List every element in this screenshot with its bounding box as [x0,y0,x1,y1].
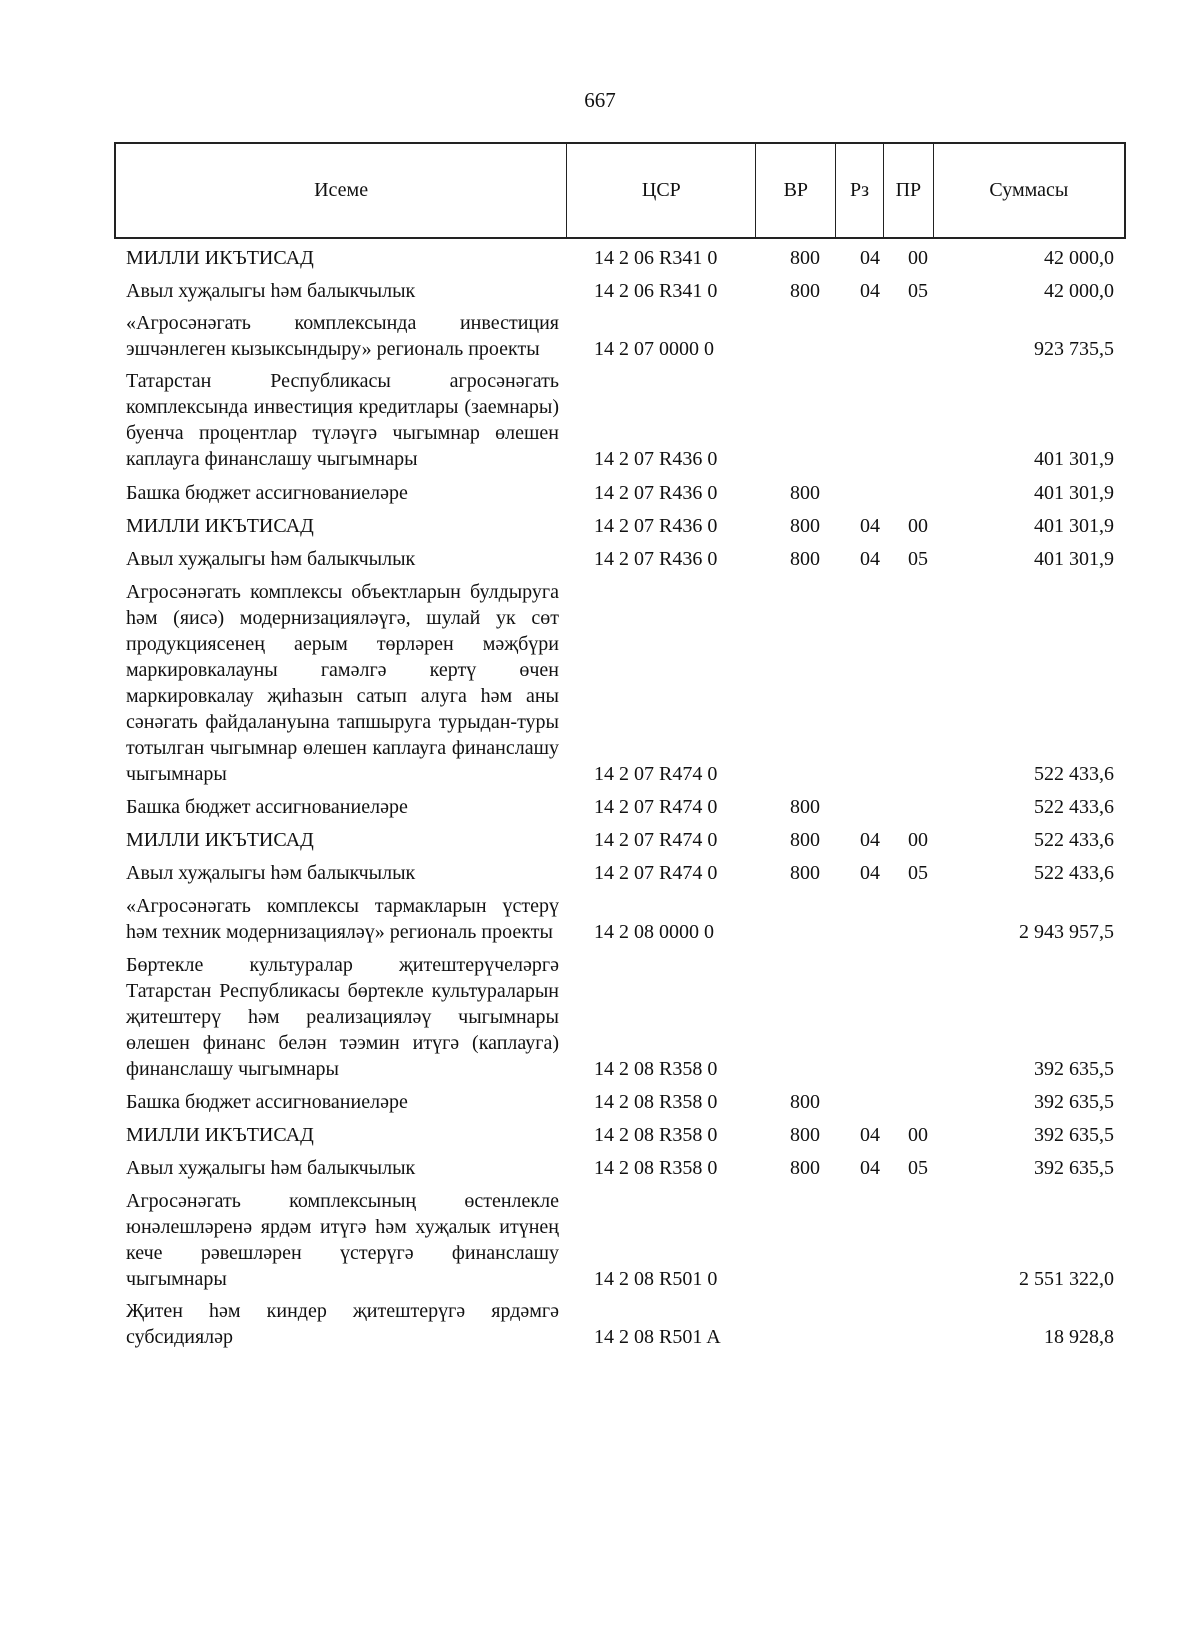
table-row [126,827,1126,855]
table-body [126,240,1126,1352]
row-rz: 04 [860,829,880,851]
header-name: Исеме [116,144,567,237]
row-pr: 00 [908,1124,928,1146]
row-csr: 14 2 08 R358 0 [594,1091,718,1113]
row-sum: 18 928,8 [1044,1326,1114,1348]
row-sum: 522 433,6 [1034,796,1114,818]
row-name: МИЛЛИ ИКЪТИСАД [126,829,314,851]
table-row [126,1089,1126,1117]
row-vr: 800 [790,862,820,884]
table-row [126,1188,1126,1294]
table-row [126,952,1126,1084]
header-sum: Суммасы [989,179,1069,201]
row-vr: 800 [790,548,820,570]
table-row [126,278,1126,306]
row-sum: 392 635,5 [1034,1124,1114,1146]
table-row [126,1155,1126,1183]
row-csr: 14 2 07 R436 0 [594,482,718,504]
row-csr: 14 2 06 R341 0 [594,247,718,269]
row-name: Татарстан Республикасы агросәнәгать комплексында инвестиция кредитлары (заемнары) буенча процентлар түләүгә чыгымнар өлешен каплауга финанслашу чыгымнары [126,370,559,470]
row-sum: 401 301,9 [1034,482,1114,504]
row-csr: 14 2 06 R341 0 [594,280,718,302]
row-sum: 2 943 957,5 [1019,921,1114,943]
row-vr: 800 [790,796,820,818]
row-pr: 05 [908,280,928,302]
row-pr: 05 [908,548,928,570]
row-csr: 14 2 08 R358 0 [594,1124,718,1146]
row-name: Бөртекле культуралар җитештерүчеләргә Татарстан Республикасы бөртекле культураларын җитештерү һәм реализацияләү чыгымнары өлешен финанс белән тәэмин итүгә (каплауга) финанслашу чыгымнары [126,954,559,1080]
row-sum: 42 000,0 [1044,280,1114,302]
row-sum: 522 433,6 [1034,763,1114,785]
page-number: 667 [584,88,616,112]
row-csr: 14 2 07 R474 0 [594,763,718,785]
row-vr: 800 [790,482,820,504]
table-row [126,579,1126,789]
row-rz: 04 [860,247,880,269]
row-csr: 14 2 08 R358 0 [594,1058,718,1080]
row-sum: 522 433,6 [1034,829,1114,851]
row-name: МИЛЛИ ИКЪТИСАД [126,247,314,269]
table-header [114,142,1126,239]
row-name: МИЛЛИ ИКЪТИСАД [126,1124,314,1146]
table-row [126,1122,1126,1150]
row-vr: 800 [790,1091,820,1113]
header-pr: ПР [884,144,934,237]
header-csr: ЦСР [567,144,756,237]
table-row [126,794,1126,822]
row-pr: 00 [908,247,928,269]
row-name: Җитен һәм киндер җитештерүгә ярдәмгә субсидияләр [126,1300,559,1348]
row-csr: 14 2 07 0000 0 [594,338,714,360]
row-pr: 00 [908,829,928,851]
table-row [126,310,1126,364]
row-name: Авыл хуҗалыгы һәм балыкчылык [126,1157,416,1179]
table-row [126,860,1126,888]
row-csr: 14 2 08 R358 0 [594,1157,718,1179]
row-name: Авыл хуҗалыгы һәм балыкчылык [126,862,416,884]
row-name: Авыл хуҗалыгы һәм балыкчылык [126,548,416,570]
row-sum: 392 635,5 [1034,1058,1114,1080]
row-csr: 14 2 08 R501 0 [594,1268,718,1290]
row-name: Башка бюджет ассигнованиеләре [126,796,408,818]
row-name: Агросәнәгать комплексы объектларын булдыруга һәм (яисә) модернизацияләүгә, шулай ук сөт продукциясенең аерым төрләрен мәҗбүри маркировкалауны гамәлгә кертү өчен маркировкалау җиһазын сатып алуга һәм аны сәнәгать файдалануына тапшыруга турыдан-туры тотылган чыгымнар өлешен каплауга финанслашу чыгымнары [126,581,559,785]
table-row [126,893,1126,947]
row-name: Авыл хуҗалыгы һәм балыкчылык [126,280,416,302]
row-sum: 522 433,6 [1034,862,1114,884]
row-name: «Агросәнәгать комплексында инвестиция эшчәнлеген кызыксындыру» региональ проекты [126,312,559,360]
row-sum: 42 000,0 [1044,247,1114,269]
row-sum: 401 301,9 [1034,548,1114,570]
row-csr: 14 2 07 R474 0 [594,829,718,851]
row-name: Башка бюджет ассигнованиеләре [126,482,408,504]
row-rz: 04 [860,862,880,884]
table-row [126,1298,1126,1352]
row-sum: 392 635,5 [1034,1091,1114,1113]
row-csr: 14 2 08 0000 0 [594,921,714,943]
row-rz: 04 [860,280,880,302]
row-csr: 14 2 07 R436 0 [594,515,718,537]
row-rz: 04 [860,1124,880,1146]
row-vr: 800 [790,280,820,302]
row-sum: 392 635,5 [1034,1157,1114,1179]
row-name: Башка бюджет ассигнованиеләре [126,1091,408,1113]
header-vr: ВР [756,144,836,237]
row-pr: 05 [908,1157,928,1179]
row-vr: 800 [790,247,820,269]
row-sum: 401 301,9 [1034,448,1114,470]
row-rz: 04 [860,548,880,570]
row-sum: 923 735,5 [1034,338,1114,360]
table-row [126,546,1126,574]
row-csr: 14 2 07 R474 0 [594,862,718,884]
row-name: Агросәнәгать комплексының өстенлекле юнәлешләренә ярдәм итүгә һәм хуҗалык итүнең кече рәвешләрен үстерүгә финанслашу чыгымнары [126,1190,559,1290]
row-vr: 800 [790,1157,820,1179]
row-rz: 04 [860,1157,880,1179]
row-pr: 00 [908,515,928,537]
row-csr: 14 2 07 R474 0 [594,796,718,818]
row-sum: 401 301,9 [1034,515,1114,537]
table-row [126,513,1126,541]
row-vr: 800 [790,829,820,851]
row-name: «Агросәнәгать комплексы тармакларын үстерү һәм техник модернизацияләү» региональ проекты [126,895,559,943]
row-sum: 2 551 322,0 [1019,1268,1114,1290]
table-row [126,368,1126,474]
row-vr: 800 [790,515,820,537]
table-row [126,245,1126,273]
header-rz: Рз [836,144,884,237]
row-pr: 05 [908,862,928,884]
row-csr: 14 2 07 R436 0 [594,448,718,470]
table-row [126,480,1126,508]
row-csr: 14 2 08 R501 A [594,1326,721,1348]
row-vr: 800 [790,1124,820,1146]
row-csr: 14 2 07 R436 0 [594,548,718,570]
row-rz: 04 [860,515,880,537]
row-name: МИЛЛИ ИКЪТИСАД [126,515,314,537]
